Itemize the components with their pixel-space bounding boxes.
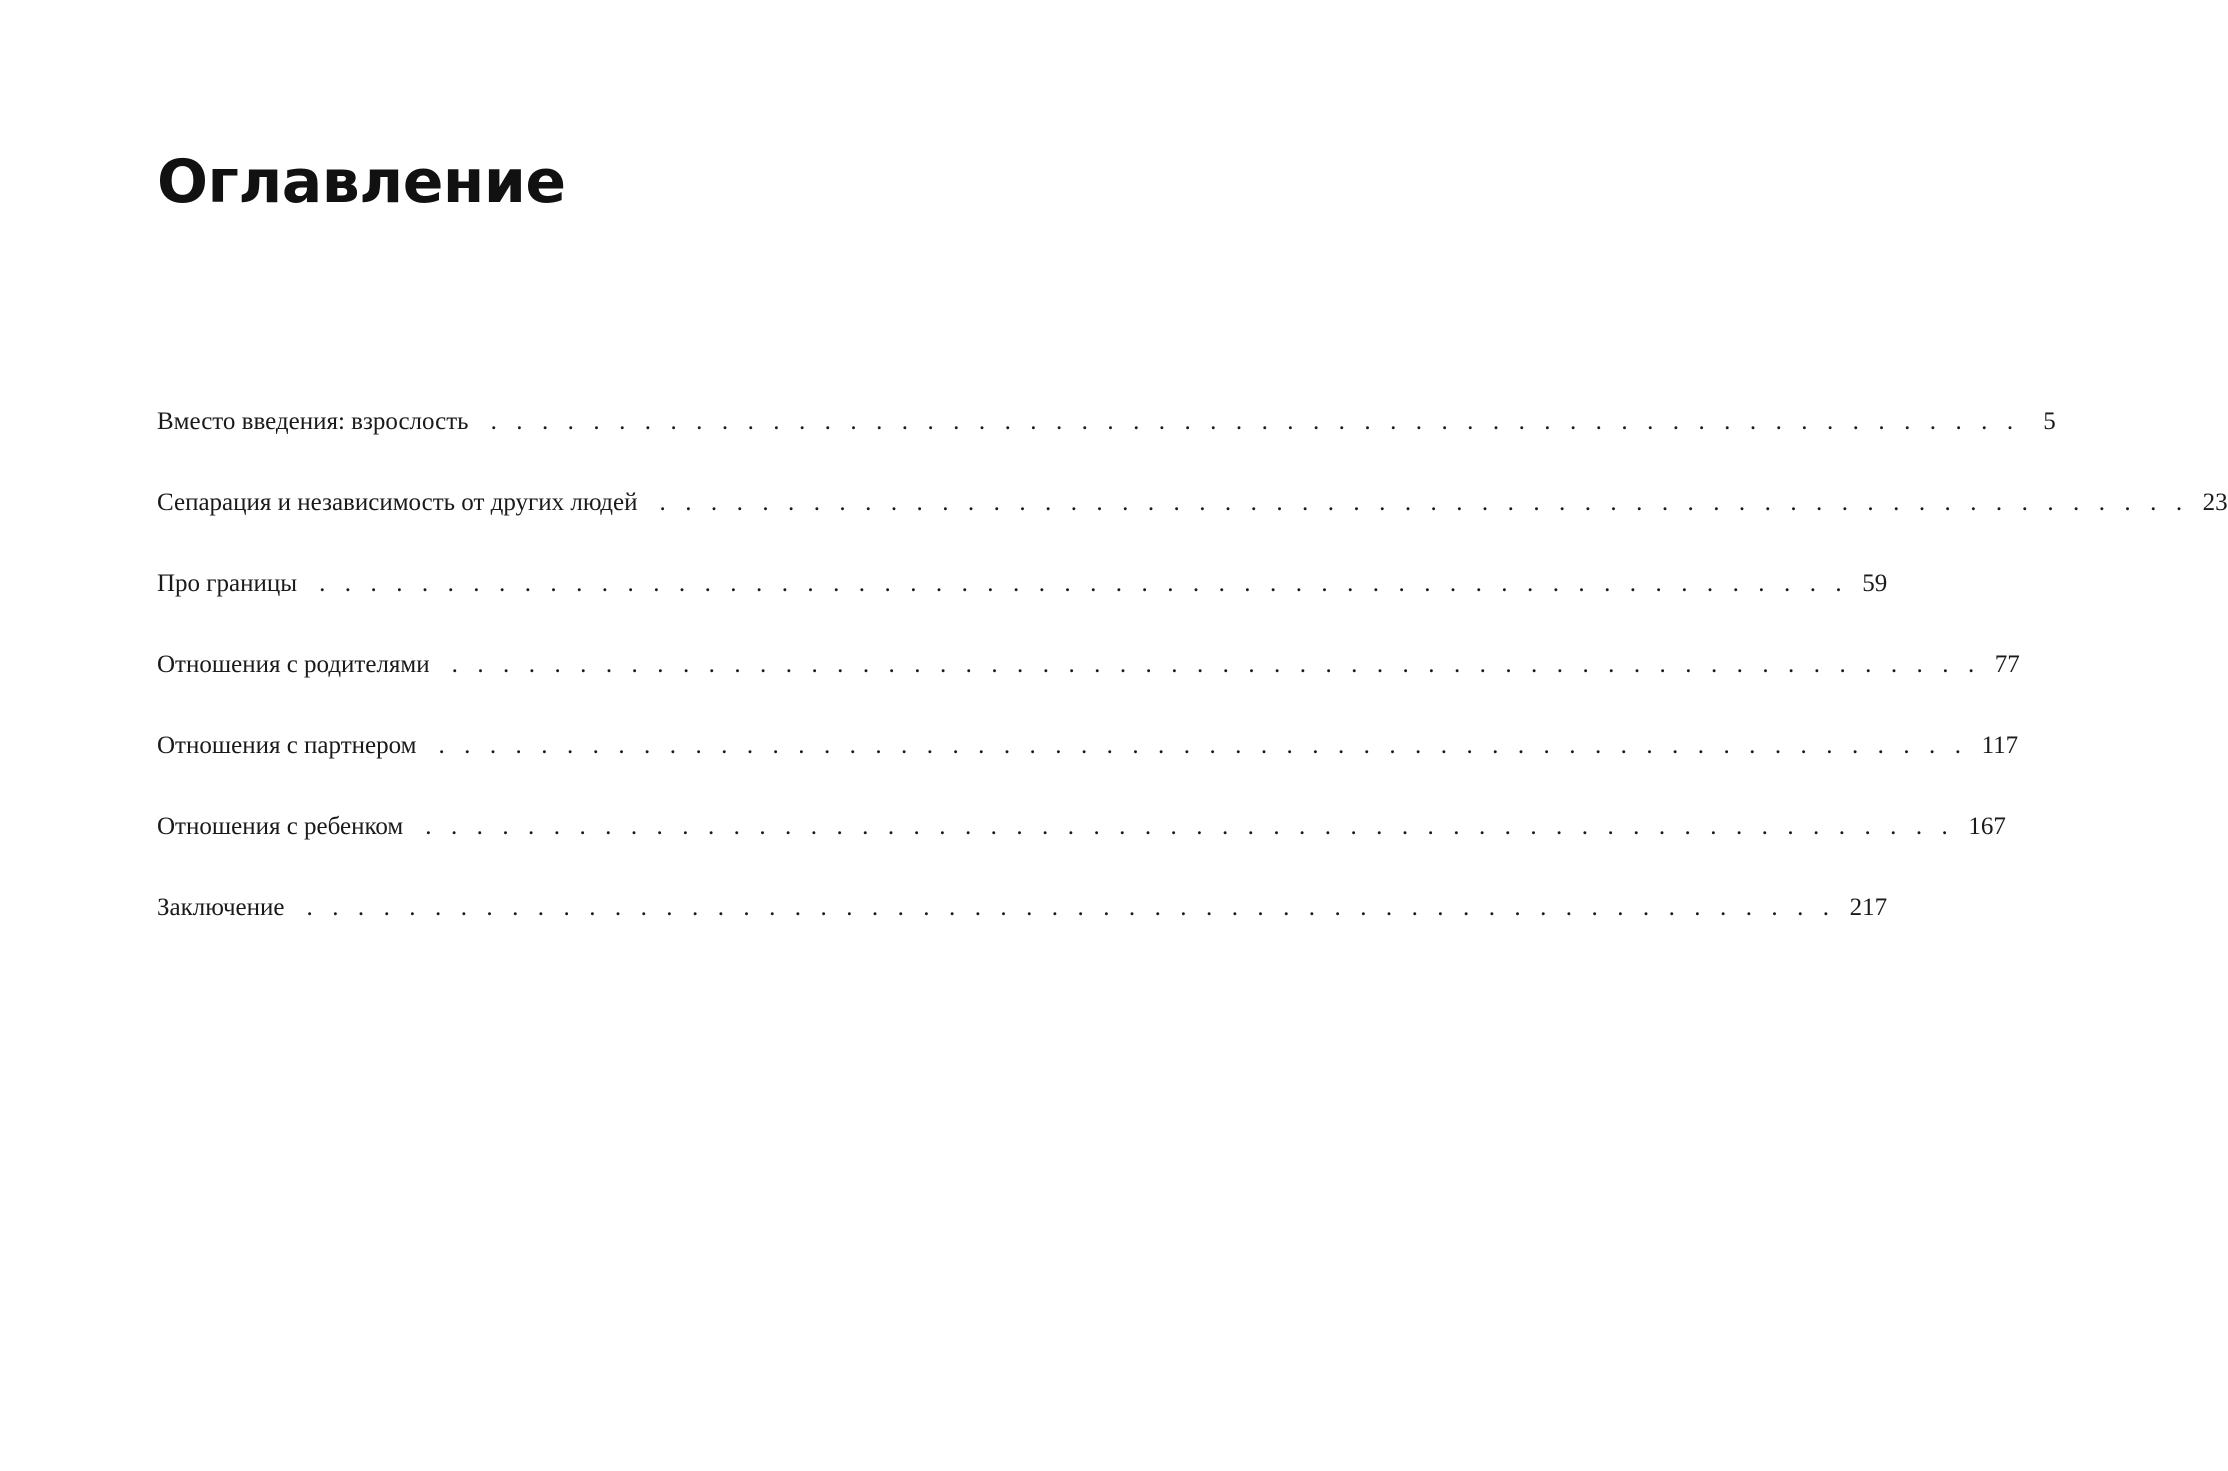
toc-entry-label: Отношения с ребенком <box>157 813 404 840</box>
toc-entry[interactable] <box>157 562 1888 643</box>
dot-leader: . . . . . . . . . . . . . . . . . . . . . . . . . . . . . . . . . . . . . . . . . . . . . . . . . . . . . . . . . . . . <box>451 651 1981 678</box>
toc-entry-label: Отношения с партнером <box>157 732 417 759</box>
toc-entry-label: Сепарация и независимость от других людей <box>157 489 638 516</box>
toc-entry-page-number: 117 <box>1981 732 2019 759</box>
toc-entry-label: Заключение <box>157 894 285 921</box>
toc-entry-label: Про границы <box>157 570 298 597</box>
toc-entry[interactable] <box>157 643 2020 724</box>
toc-entry-page-number: 23 <box>2202 489 2228 516</box>
toc-entry-page-number: 167 <box>1968 813 2006 840</box>
toc-entry-label: Вместо введения: взрослость <box>157 408 469 435</box>
table-of-contents <box>157 400 2228 967</box>
dot-leader: . . . . . . . . . . . . . . . . . . . . . . . . . . . . . . . . . . . . . . . . . . . . . . . . . . . . . . . . . . . . <box>659 489 2189 516</box>
toc-entry[interactable] <box>157 805 2006 886</box>
toc-entry-page-number: 5 <box>2043 408 2056 435</box>
dot-leader: . . . . . . . . . . . . . . . . . . . . . . . . . . . . . . . . . . . . . . . . . . . . . . . . . . . . . . . . . . . . <box>306 894 1836 921</box>
dot-leader: . . . . . . . . . . . . . . . . . . . . . . . . . . . . . . . . . . . . . . . . . . . . . . . . . . . . . . . . . . . . <box>425 813 1955 840</box>
dot-leader: . . . . . . . . . . . . . . . . . . . . . . . . . . . . . . . . . . . . . . . . . . . . . . . . . . . . . . . . . . . . <box>319 570 1849 597</box>
dot-leader: . . . . . . . . . . . . . . . . . . . . . . . . . . . . . . . . . . . . . . . . . . . . . . . . . . . . . . . . . . . . <box>490 408 2020 435</box>
toc-entry-label: Отношения с родителями <box>157 651 430 678</box>
toc-entry[interactable] <box>157 481 2228 562</box>
page-title: Оглавление <box>157 147 566 217</box>
dot-leader: . . . . . . . . . . . . . . . . . . . . . . . . . . . . . . . . . . . . . . . . . . . . . . . . . . . . . . . . . . . . <box>438 732 1968 759</box>
toc-entry[interactable] <box>157 724 2019 805</box>
toc-entry-page-number: 59 <box>1862 570 1888 597</box>
toc-entry-page-number: 217 <box>1849 894 1888 921</box>
toc-entry[interactable] <box>157 400 2056 481</box>
toc-entry[interactable] <box>157 886 1888 967</box>
toc-entry-page-number: 77 <box>1994 651 2020 678</box>
